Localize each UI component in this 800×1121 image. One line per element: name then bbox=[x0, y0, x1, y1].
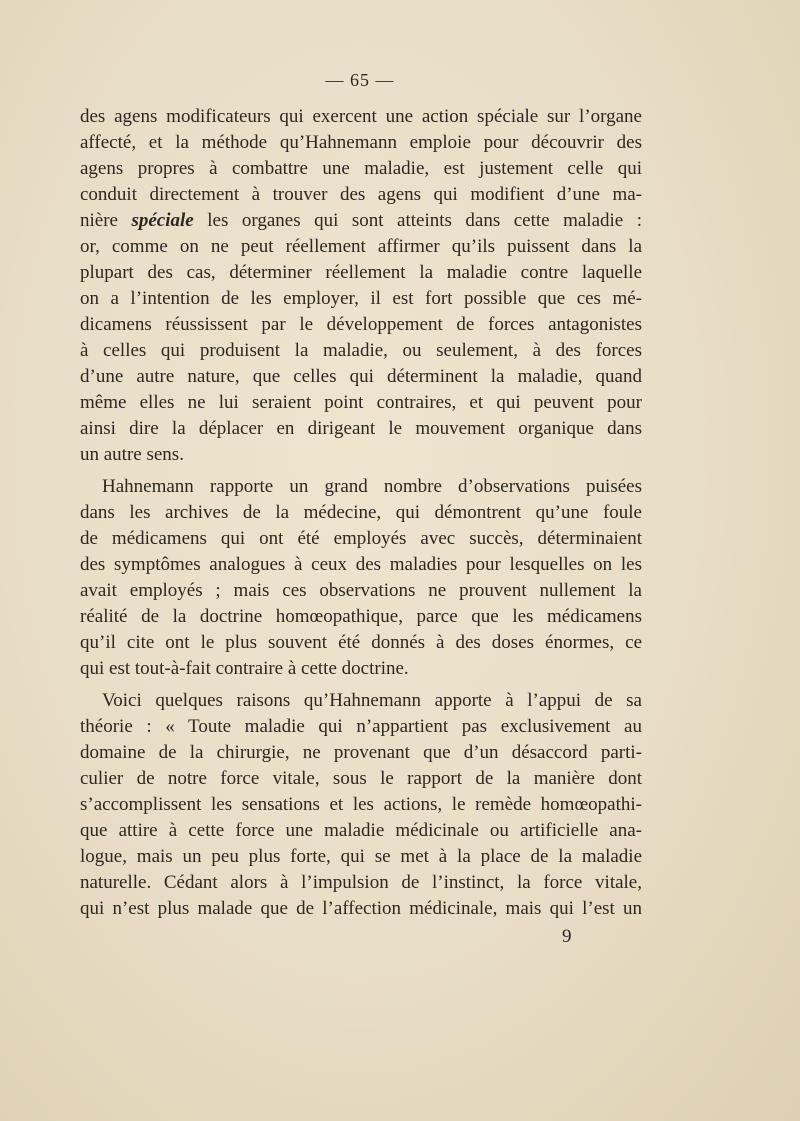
text-line: de médicamens qui ont été employés avec succès, déterminaient bbox=[80, 528, 642, 549]
text-line: réalité de la doctrine homœopathique, parce que les médicamens bbox=[80, 606, 642, 627]
text-line: naturelle. Cédant alors à l’impulsion de l’instinct, la force vitale, bbox=[80, 872, 642, 893]
page-number: — 65 — bbox=[325, 70, 395, 90]
text-line: domaine de la chirurgie, ne provenant que d’un désaccord parti- bbox=[80, 742, 642, 763]
paragraph-1 bbox=[80, 104, 642, 468]
emphasis-word: spéciale bbox=[131, 210, 194, 231]
text-line: affecté, et la méthode qu’Hahnemann emploie pour découvrir des bbox=[80, 132, 642, 153]
text-line: avait employés ; mais ces observations ne prouvent nullement la bbox=[80, 580, 642, 601]
text-line: à celles qui produisent la maladie, ou seulement, à des forces bbox=[80, 340, 642, 361]
text-line: des symptômes analogues à ceux des maladies pour lesquelles on les bbox=[80, 554, 642, 575]
text-fragment: nière bbox=[80, 210, 118, 231]
paragraph-3 bbox=[80, 688, 642, 922]
text-line: logue, mais un peu plus forte, qui se met à la place de la maladie bbox=[80, 846, 642, 867]
text-line: agens propres à combattre une maladie, est justement celle qui bbox=[80, 158, 642, 179]
text-line: que attire à cette force une maladie médicinale ou artificielle ana- bbox=[80, 820, 642, 841]
text-line: conduit directement à trouver des agens qui modifient d’une ma- bbox=[80, 184, 642, 205]
text-line: ainsi dire la déplacer en dirigeant le mouvement organique dans bbox=[80, 418, 642, 439]
signature-mark: 9 bbox=[562, 926, 572, 947]
text-fragment: les organes qui sont atteints dans cette maladie : bbox=[207, 210, 643, 231]
text-line: qui n’est plus malade que de l’affection médicinale, mais qui l’est un bbox=[80, 898, 642, 919]
text-line: on a l’intention de les employer, il est fort possible que ces mé- bbox=[80, 288, 642, 309]
text-line: s’accomplissent les sensations et les actions, le remède homœopathi- bbox=[80, 794, 642, 815]
paragraph-2 bbox=[80, 474, 642, 682]
text-line: théorie : « Toute maladie qui n’appartient pas exclusivement au bbox=[80, 716, 642, 737]
text-line: un autre sens. bbox=[80, 444, 184, 465]
text-line: même elles ne lui seraient point contraires, et qui peuvent pour bbox=[80, 392, 642, 413]
text-line-with-emphasis bbox=[80, 208, 642, 234]
text-line: dicamens réussissent par le développement de forces antagonistes bbox=[80, 314, 642, 335]
text-line: qu’il cite ont le plus souvent été donnés à des doses énormes, ce bbox=[80, 632, 642, 653]
text-line: Hahnemann rapporte un grand nombre d’observations puisées bbox=[102, 476, 642, 497]
text-line: qui est tout-à-fait contraire à cette doctrine. bbox=[80, 658, 409, 679]
text-line: plupart des cas, déterminer réellement la maladie contre laquelle bbox=[80, 262, 642, 283]
text-line: culier de notre force vitale, sous le rapport de la manière dont bbox=[80, 768, 642, 789]
text-line: dans les archives de la médecine, qui démontrent qu’une foule bbox=[80, 502, 642, 523]
text-line: Voici quelques raisons qu’Hahnemann apporte à l’appui de sa bbox=[102, 690, 642, 711]
text-line: or, comme on ne peut réellement affirmer qu’ils puissent dans la bbox=[80, 236, 642, 257]
text-line: d’une autre nature, que celles qui déterminent la maladie, quand bbox=[80, 366, 642, 387]
text-line: des agens modificateurs qui exercent une action spéciale sur l’organe bbox=[80, 106, 642, 127]
